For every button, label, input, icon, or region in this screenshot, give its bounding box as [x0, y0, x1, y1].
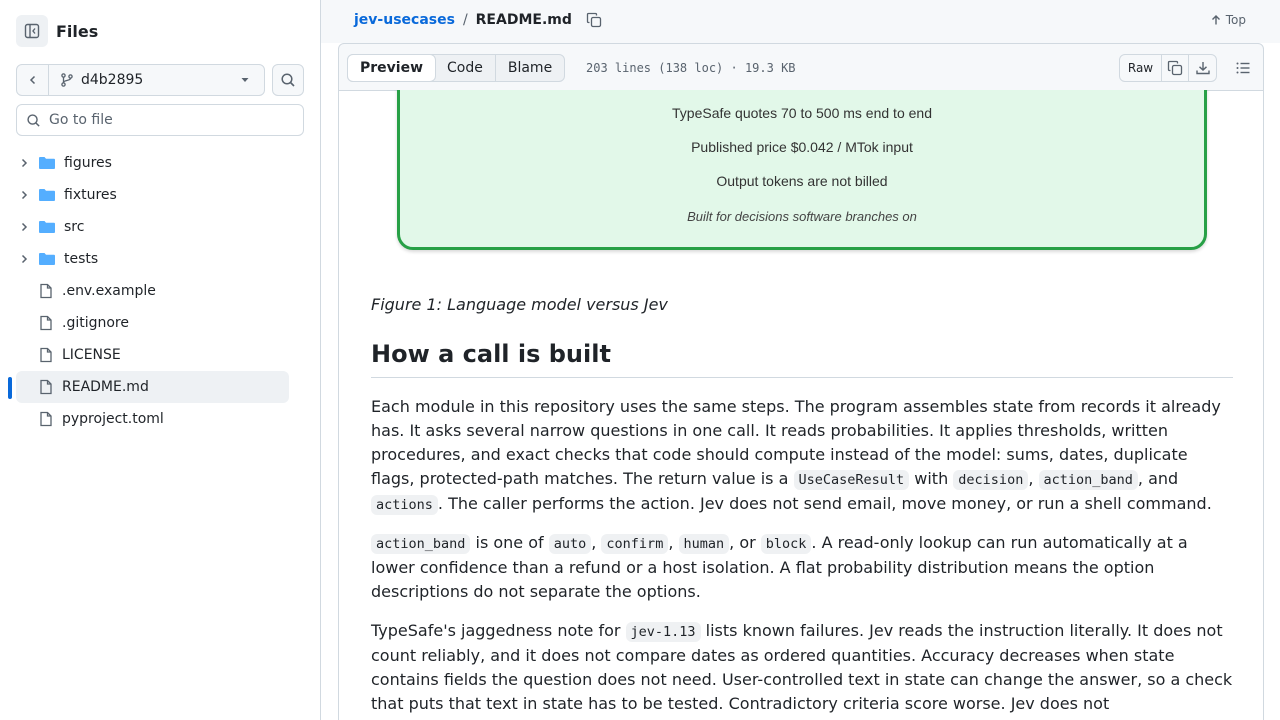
caret-down-icon — [240, 75, 250, 85]
breadcrumb — [354, 12, 602, 28]
paragraph — [371, 395, 1233, 517]
collapse-sidebar-button[interactable] — [16, 15, 48, 47]
breadcrumb-repo-link[interactable]: jev-usecases — [354, 12, 455, 28]
text: with — [909, 469, 954, 488]
tab-preview[interactable]: Preview — [347, 54, 436, 82]
figure-line: TypeSafe quotes 70 to 500 ms end to end — [672, 105, 932, 121]
tree-file-env-example[interactable] — [16, 275, 289, 307]
tree-item-label: tests — [64, 251, 99, 267]
copy-raw-button[interactable] — [1162, 55, 1189, 81]
sidebar-title: Files — [56, 21, 99, 41]
top-button-label: Top — [1225, 13, 1246, 27]
file-icon — [38, 347, 54, 363]
go-to-file[interactable] — [16, 104, 304, 136]
text: TypeSafe's jaggedness note for — [371, 621, 626, 640]
paragraph — [371, 619, 1233, 716]
main-content — [321, 0, 1280, 720]
tree-item-label: pyproject.toml — [62, 411, 164, 427]
copy-icon — [586, 12, 602, 28]
chevron-right-icon[interactable] — [18, 253, 30, 265]
active-indicator — [8, 377, 12, 399]
download-button[interactable] — [1189, 55, 1216, 81]
folder-icon — [38, 251, 56, 267]
inline-code: auto — [549, 534, 592, 554]
inline-code: actions — [371, 495, 438, 515]
figure-line: Output tokens are not billed — [716, 173, 888, 189]
figure-image — [397, 90, 1207, 250]
arrow-up-icon — [1210, 14, 1222, 26]
figure-line: Published price $0.042 / MTok input — [691, 139, 913, 155]
list-unordered-icon — [1235, 60, 1251, 76]
inline-code: UseCaseResult — [794, 470, 910, 490]
tab-code[interactable]: Code — [435, 55, 496, 81]
search-icon — [26, 113, 41, 128]
chevron-right-icon[interactable] — [18, 189, 30, 201]
tree-item-label: LICENSE — [62, 347, 121, 363]
file-icon — [38, 315, 54, 331]
tree-item-label: README.md — [62, 379, 149, 395]
markdown-body — [338, 90, 1264, 720]
branch-name: d4b2895 — [81, 72, 144, 88]
tree-item-label: .env.example — [62, 283, 156, 299]
folder-icon — [38, 155, 56, 171]
text: , — [1028, 469, 1039, 488]
file-actions — [1119, 54, 1217, 82]
tree-item-label: figures — [64, 155, 112, 171]
tree-folder-fixtures[interactable] — [16, 179, 289, 211]
top-button[interactable] — [1210, 13, 1246, 27]
paragraph — [371, 531, 1233, 604]
search-button[interactable] — [272, 64, 304, 96]
top-bar — [321, 0, 1280, 43]
tree-folder-src[interactable] — [16, 211, 289, 243]
text: . The caller performs the action. Jev does not send email, move money, or run a shell command. — [437, 494, 1212, 513]
sidebar-header — [16, 15, 98, 47]
tree-file-readme[interactable] — [16, 371, 289, 403]
tree-item-label: fixtures — [64, 187, 117, 203]
tree-file-pyproject[interactable] — [16, 403, 289, 435]
tree-folder-tests[interactable] — [16, 243, 289, 275]
breadcrumb-file: README.md — [475, 12, 572, 28]
chevron-right-icon[interactable] — [18, 221, 30, 233]
git-branch-icon — [59, 72, 75, 88]
text: is one of — [470, 533, 549, 552]
inline-code: confirm — [601, 534, 668, 554]
tree-file-license[interactable] — [16, 339, 289, 371]
inline-code: action_band — [371, 534, 470, 554]
inline-code: human — [679, 534, 730, 554]
sidebar-collapse-icon — [24, 23, 40, 39]
raw-button[interactable]: Raw — [1120, 55, 1162, 81]
search-icon — [280, 72, 296, 88]
chevron-left-icon — [27, 74, 39, 86]
copy-icon — [1167, 60, 1183, 76]
figure-line: Built for decisions software branches on — [687, 209, 917, 224]
view-tabs — [347, 54, 565, 82]
folder-icon — [38, 187, 56, 203]
tree-folder-figures[interactable] — [16, 147, 289, 179]
copy-path-button[interactable] — [586, 12, 602, 28]
breadcrumb-separator: / — [462, 12, 468, 28]
back-button[interactable] — [17, 65, 49, 95]
inline-code: jev-1.13 — [626, 622, 701, 642]
text: Each module in this repository uses the same steps. The program assembles state from records it already has. It asks several narrow questions in one call. It reads probabilities. It applies thresholds, written procedures, and exact checks that code should compute instead of the model: sums, dates, duplicate flags, protected-path matches. The return value is a — [371, 397, 1221, 488]
file-info: 203 lines (138 loc) · 19.3 KB — [586, 61, 796, 75]
branch-dropdown[interactable] — [49, 72, 264, 88]
section-heading: How a call is built — [371, 340, 1233, 378]
text: lists known failures. Jev reads the instruction literally. It does not count reliably, and it does not compare dates as ordered quantities. Accuracy decreases when state contains fields the question does not need. User-controlled text in state can change the answer, so a check that puts that text in state has to be tested. Contradictory criteria score worse. Jev does not — [371, 621, 1233, 713]
download-icon — [1195, 60, 1211, 76]
inline-code: block — [761, 534, 812, 554]
go-to-file-input[interactable] — [49, 112, 289, 128]
file-icon — [38, 283, 54, 299]
text: , and — [1137, 469, 1179, 488]
branch-row — [16, 64, 265, 96]
text: , — [668, 533, 679, 552]
text: . A read-only lookup can run automatically at a lower confidence than a refund or a host isolation. A flat probability distribution means the option descriptions do not separate the options. — [371, 533, 1188, 601]
outline-button[interactable] — [1235, 60, 1251, 76]
file-sidebar — [0, 0, 321, 720]
text: , or — [729, 533, 761, 552]
chevron-right-icon[interactable] — [18, 157, 30, 169]
inline-code: action_band — [1039, 470, 1138, 490]
text: , — [591, 533, 602, 552]
file-icon — [38, 379, 54, 395]
folder-icon — [38, 219, 56, 235]
branch-selector[interactable] — [16, 64, 265, 96]
file-icon — [38, 411, 54, 427]
file-tree — [16, 147, 289, 435]
inline-code: decision — [953, 470, 1028, 490]
tree-item-label: .gitignore — [62, 315, 129, 331]
tree-file-gitignore[interactable] — [16, 307, 289, 339]
figure-caption: Figure 1: Language model versus Jev — [371, 295, 668, 314]
tab-blame[interactable]: Blame — [507, 60, 553, 76]
file-header — [338, 43, 1264, 91]
tree-item-label: src — [64, 219, 85, 235]
